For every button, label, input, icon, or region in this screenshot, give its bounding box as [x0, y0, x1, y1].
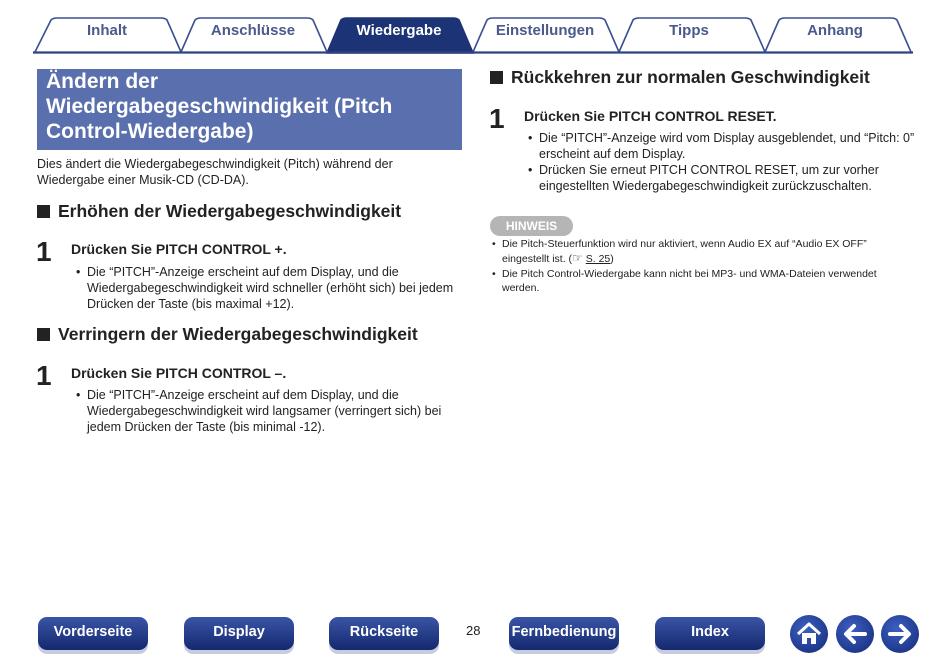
note-item: • Die Pitch Control-Wiedergabe kann nicht bei MP3- und WMA-Dateien verwendet werden. — [491, 268, 911, 295]
tab-anhang[interactable]: Anhang — [807, 22, 863, 39]
note-item: • Die Pitch-Steuerfunktion wird nur aktiviert, wenn Audio EX auf “Audio EX OFF” eingestellt ist. (☞ S. 25) — [491, 238, 911, 266]
step-bullets — [75, 264, 460, 312]
page-title-line: Ändern der — [46, 70, 159, 93]
step-number: 1 — [36, 360, 52, 391]
hinweis-badge: HINWEIS — [490, 216, 573, 236]
square-bullet-icon — [490, 71, 503, 84]
tab-tipps[interactable]: Tipps — [669, 22, 709, 39]
nav-index-button[interactable]: Index — [655, 617, 765, 650]
top-tab-bar — [33, 16, 913, 54]
list-item: • Drücken Sie erneut PITCH CONTROL RESET, um zur vorher eingestellten Wiedergabegeschwindigkeit zurückzuschalten. — [527, 162, 917, 194]
tab-wiedergabe[interactable]: Wiedergabe — [356, 22, 442, 39]
intro-text: Dies ändert die Wiedergabegeschwindigkeit (Pitch) während der Wiedergabe einer Musik-CD (CD-DA). — [37, 157, 393, 187]
tab-anschluesse[interactable]: Anschlüsse — [210, 22, 296, 39]
step-title: Drücken Sie PITCH CONTROL +. — [71, 241, 287, 257]
section-heading-decrease — [37, 324, 418, 345]
page-reference-link[interactable]: S. 25 — [585, 252, 611, 265]
section-heading-text: Rückkehren zur normalen Geschwindigkeit — [511, 67, 870, 87]
section-heading-text: Verringern der Wiedergabegeschwindigkeit — [58, 324, 418, 344]
notes-list — [491, 238, 911, 297]
home-button[interactable] — [790, 615, 828, 653]
list-item: • Die “PITCH”-Anzeige erscheint auf dem Display, und die Wiedergabegeschwindigkeit wird schneller (erhöht sich) bei jedem Drücken der Taste (bis maximal +12). — [75, 264, 460, 312]
page-title-line: Wiedergabegeschwindigkeit (Pitch — [46, 95, 393, 118]
arrow-right-icon — [881, 615, 919, 653]
pointing-hand-icon: ☞ — [572, 250, 583, 265]
step-bullets — [75, 387, 460, 435]
nav-fernbedienung-button[interactable]: Fernbedienung — [509, 617, 619, 650]
nav-display-button[interactable]: Display — [184, 617, 294, 650]
page-title — [46, 69, 453, 144]
step-title: Drücken Sie PITCH CONTROL –. — [71, 365, 287, 381]
nav-rueckseite-button[interactable]: Rückseite — [329, 617, 439, 650]
step-bullets — [527, 130, 917, 194]
step-number: 1 — [36, 236, 52, 267]
tab-einstellungen[interactable]: Einstellungen — [495, 22, 595, 39]
page-title-box — [37, 69, 462, 150]
square-bullet-icon — [37, 328, 50, 341]
home-icon — [790, 615, 828, 653]
tab-inhalt[interactable]: Inhalt — [87, 22, 127, 39]
back-button[interactable] — [836, 615, 874, 653]
nav-vorderseite-button[interactable]: Vorderseite — [38, 617, 148, 650]
square-bullet-icon — [37, 205, 50, 218]
arrow-left-icon — [836, 615, 874, 653]
page-title-line: Control-Wiedergabe) — [46, 120, 254, 143]
section-heading-reset — [490, 67, 870, 88]
note-text: Die Pitch-Steuerfunktion wird nur aktiviert, wenn Audio EX auf “Audio EX OFF” eingestellt ist. — [502, 238, 867, 265]
step-title: Drücken Sie PITCH CONTROL RESET. — [524, 108, 777, 124]
section-heading-increase — [37, 201, 401, 222]
page-number: 28 — [466, 623, 481, 638]
forward-button[interactable] — [881, 615, 919, 653]
step-number: 1 — [489, 103, 505, 134]
section-heading-text: Erhöhen der Wiedergabegeschwindigkeit — [58, 201, 402, 221]
list-item: • Die “PITCH”-Anzeige erscheint auf dem Display, und die Wiedergabegeschwindigkeit wird langsamer (verringert sich) bei jedem Drücken der Taste (bis minimal -12). — [75, 387, 460, 435]
list-item: • Die “PITCH”-Anzeige wird vom Display ausgeblendet, und “Pitch: 0” erscheint auf dem Display. — [527, 130, 917, 162]
